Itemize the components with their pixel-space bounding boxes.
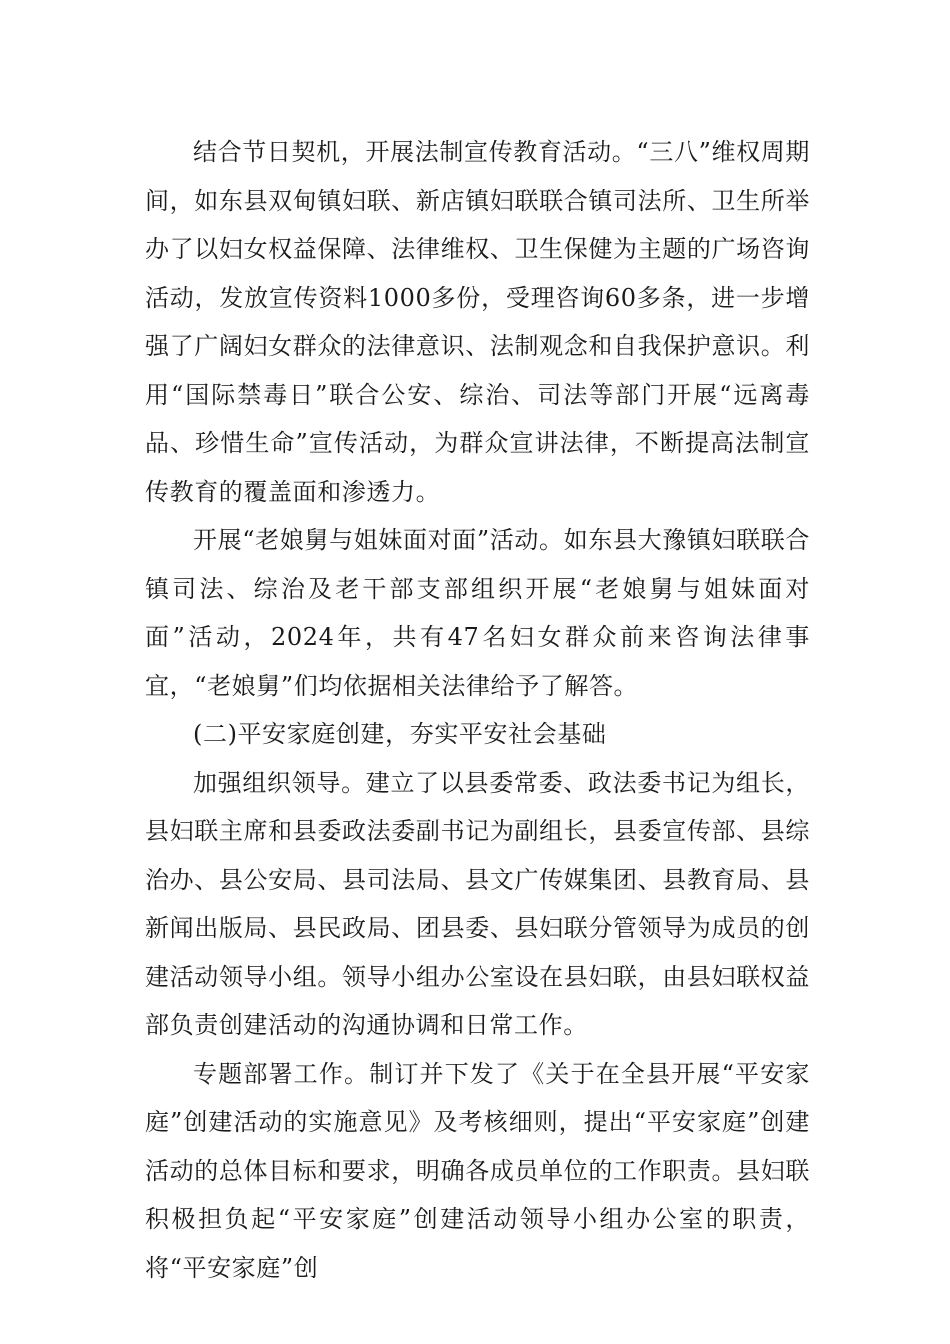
section-heading-safe-family: (二)平安家庭创建，夯实平安社会基础 <box>193 720 607 748</box>
paragraph-special-deployment: 专题部署工作。制订并下发了《关于在全县开展“平安家庭”创建活动的实施意见》及考核细则，提出“平安家庭”创建活动的总体目标和要求，明确各成员单位的工作职责。县妇联积极担负起“平安家庭”创建活动领导小组办公室的职责，将“平安家庭”创 <box>145 1059 810 1282</box>
paragraph-face-to-face-activity: 开展“老娘舅与姐妹面对面”活动。如东县大豫镇妇联联合镇司法、综治及老干部支部组织开展“老娘舅与姐妹面对面”活动，2024年，共有47名妇女群众前来咨询法律事宜，“老娘舅”们均依据相关法律给予了解答。 <box>145 526 810 700</box>
paragraph-legal-publicity: 结合节日契机，开展法制宣传教育活动。“三八”维权周期间，如东县双甸镇妇联、新店镇妇联联合镇司法所、卫生所举办了以妇女权益保障、法律维权、卫生保健为主题的广场咨询活动，发放宣传资料1000多份，受理咨询60多条，进一步增强了广阔妇女群众的法律意识、法制观念和自我保护意识。利用“国际禁毒日”联合公安、综治、司法等部门开展“远离毒品、珍惜生命”宣传活动，为群众宣讲法律，不断提高法制宣传教育的覆盖面和渗透力。 <box>145 138 810 506</box>
document-body <box>145 128 810 1292</box>
paragraph-organization-leadership: 加强组织领导。建立了以县委常委、政法委书记为组长，县妇联主席和县委政法委副书记为副组长，县委宣传部、县综治办、县公安局、县司法局、县文广传媒集团、县教育局、县新闻出版局、县民政局、团县委、县妇联分管领导为成员的创建活动领导小组。领导小组办公室设在县妇联，由县妇联权益部负责创建活动的沟通协调和日常工作。 <box>145 768 810 1039</box>
